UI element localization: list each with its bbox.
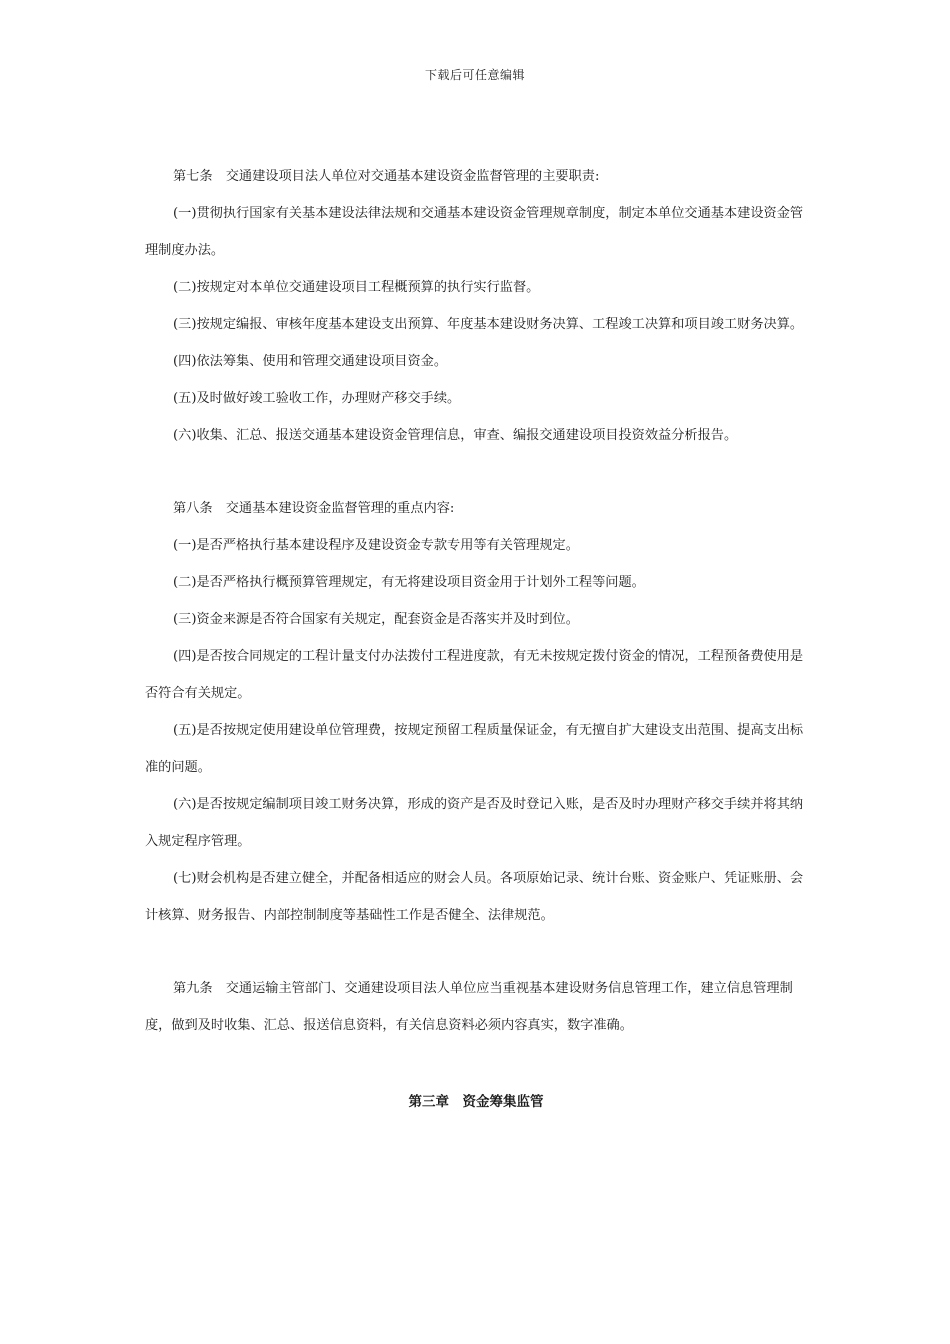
section-spacer (145, 454, 807, 490)
article-7-item-3: (三)按规定编报、审核年度基本建设支出预算、年度基本建设财务决算、工程竣工决算和项目竣工财务决算。 (173, 317, 804, 332)
article-8-title: 第八条 交通基本建设资金监督管理的重点内容: (173, 501, 455, 516)
article-8-item-3: (三)资金来源是否符合国家有关规定，配套资金是否落实并及时到位。 (173, 612, 579, 627)
document-body (145, 158, 807, 1121)
article-9 (145, 970, 807, 1044)
article-8-item-4: (四)是否按合同规定的工程计量支付办法拨付工程进度款，有无未按规定拨付资金的情况，工程预备费使用是否符合有关规定。 (145, 649, 804, 701)
section-spacer (145, 934, 807, 970)
article-7-item-1: (一)贯彻执行国家有关基本建设法律法规和交通基本建设资金管理规章制度，制定本单位交通基本建设资金管理制度办法。 (145, 206, 804, 258)
page-header-note: 下载后可任意编辑 (424, 68, 525, 82)
article-8-item-5: (五)是否按规定使用建设单位管理费，按规定预留工程质量保证金，有无擅自扩大建设支出范围、提高支出标准的问题。 (145, 723, 804, 775)
article-8-item-2: (二)是否严格执行概预算管理规定，有无将建设项目资金用于计划外工程等问题。 (173, 575, 645, 590)
article-8-item-1: (一)是否严格执行基本建设程序及建设资金专款专用等有关管理规定。 (173, 538, 579, 553)
article-8 (145, 490, 807, 934)
chapter-3-heading: 第三章 资金筹集监管 (408, 1094, 544, 1110)
article-7-item-2: (二)按规定对本单位交通建设项目工程概预算的执行实行监督。 (173, 280, 540, 295)
article-8-item-7: (七)财会机构是否建立健全，并配备相适应的财会人员。各项原始记录、统计台账、资金账户、凭证账册、会计核算、财务报告、内部控制制度等基础性工作是否健全、法律规范。 (145, 871, 804, 923)
article-8-item-6: (六)是否按规定编制项目竣工财务决算，形成的资产是否及时登记入账，是否及时办理财产移交手续并将其纳入规定程序管理。 (145, 797, 804, 849)
article-7 (145, 158, 807, 454)
article-7-item-5: (五)及时做好竣工验收工作，办理财产移交手续。 (173, 391, 461, 406)
article-7-title: 第七条 交通建设项目法人单位对交通基本建设资金监督管理的主要职责: (173, 169, 600, 184)
article-9-text: 第九条 交通运输主管部门、交通建设项目法人单位应当重视基本建设财务信息管理工作，建立信息管理制度，做到及时收集、汇总、报送信息资料，有关信息资料必须内容真实，数字准确。 (145, 981, 793, 1033)
article-7-item-6: (六)收集、汇总、报送交通基本建设资金管理信息，审查、编报交通建设项目投资效益分析报告。 (173, 428, 738, 443)
article-7-item-4: (四)依法筹集、使用和管理交通建设项目资金。 (173, 354, 448, 369)
section-spacer (145, 1044, 807, 1072)
